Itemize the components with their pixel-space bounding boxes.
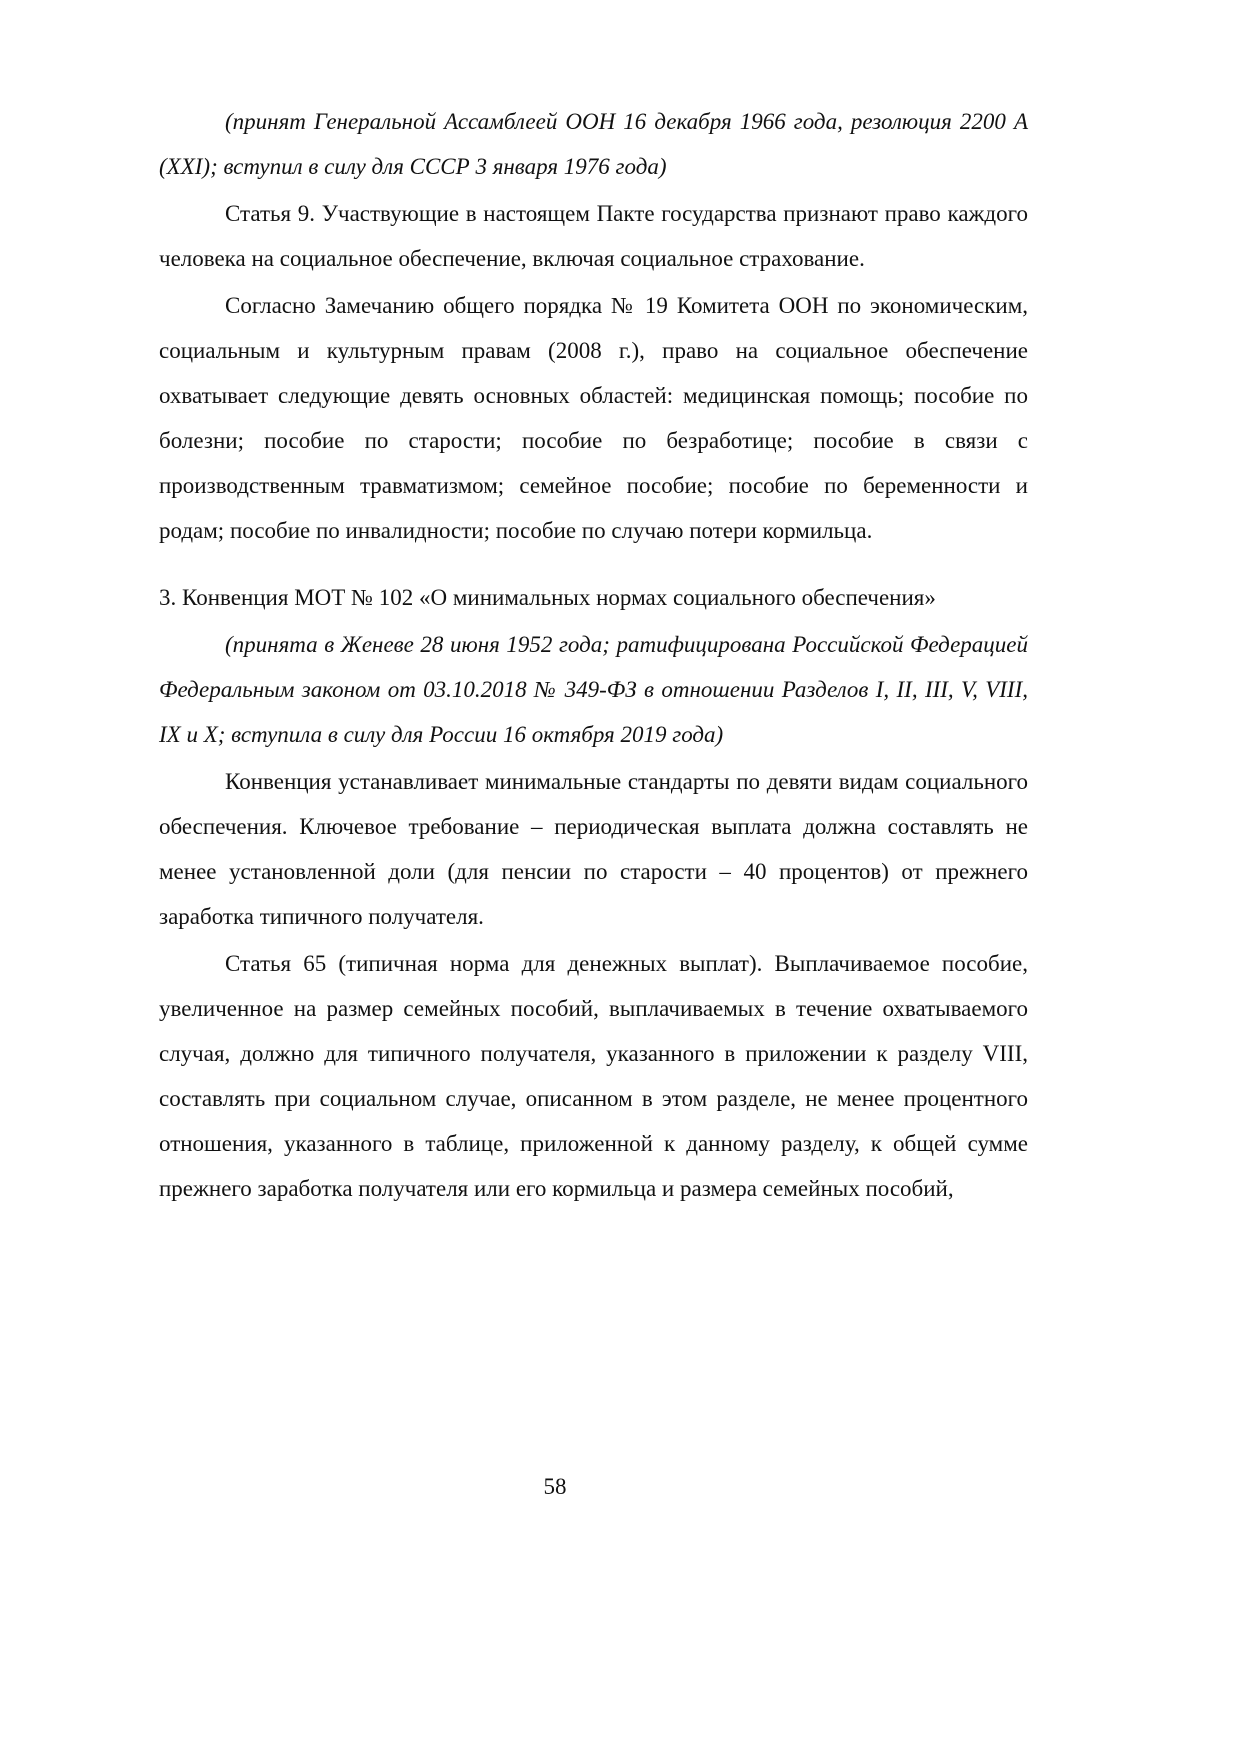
icescr-adoption-note: (принят Генеральной Ассамблеей ООН 16 декабря 1966 года, резолюция 2200 A (XXI); вступил в силу для СССР 3 января 1976 года) [159,109,1028,179]
article-9-paragraph: Статья 9. Участвующие в настоящем Пакте государства признают право каждого человека на социальное обеспечение, включая социальное страхование. [159,201,1028,271]
page-body [159,99,1028,1211]
convention-102-adoption-note: (принята в Женеве 28 июня 1952 года; ратифицирована Российской Федерацией Федеральным законом от 03.10.2018 № 349-ФЗ в отношении Разделов I, II, III, V, VIII, IX и X; вступила в силу для России 16 октября 2019 года) [159,632,1028,747]
convention-summary-paragraph: Конвенция устанавливает минимальные стандарты по девяти видам социального обеспечения. Ключевое требование – периодическая выплата должна составлять не менее установленной доли (для пенсии по старости – 40 процентов) от прежнего заработка типичного получателя. [159,769,1028,929]
page-number: 58 [543,1474,567,1499]
article-65-paragraph: Статья 65 (типичная норма для денежных выплат). Выплачиваемое пособие, увеличенное на размер семейных пособий, выплачиваемых в течение охватываемого случая, должно для типичного получателя, указанного в приложении к разделу VIII, составлять при социальном случае, описанном в этом разделе, не менее процентного отношения, указанного в таблице, приложенной к данному разделу, к общей сумме прежнего заработка получателя или его кормильца и размера семейных пособий, [159,951,1028,1201]
section-3-heading: 3. Конвенция МОТ № 102 «О минимальных нормах социального обеспечения» [159,585,936,610]
general-comment-19-paragraph: Согласно Замечанию общего порядка № 19 Комитета ООН по экономическим, социальным и культурным правам (2008 г.), право на социальное обеспечение охватывает следующие девять основных областей: медицинская помощь; пособие по болезни; пособие по старости; пособие по безработице; пособие в связи с производственным травматизмом; семейное пособие; пособие по беременности и родам; пособие по инвалидности; пособие по случаю потери кормильца. [159,293,1028,543]
